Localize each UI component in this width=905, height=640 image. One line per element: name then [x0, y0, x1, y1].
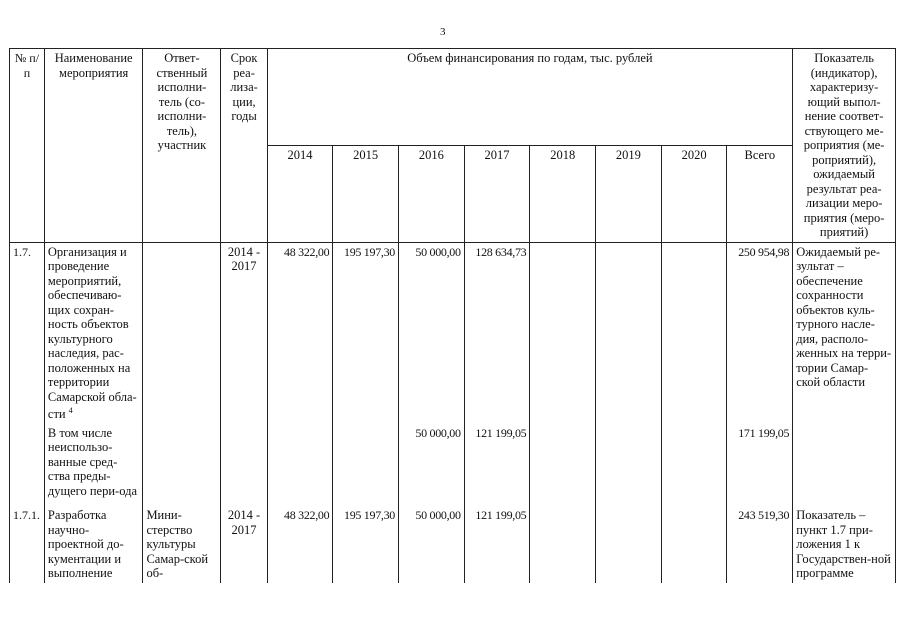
row-number: 1.7.1.: [10, 500, 45, 583]
header-year: 2020: [661, 145, 727, 242]
row-term: [221, 424, 267, 501]
value-cell: 121 199,05: [464, 500, 530, 583]
total-cell: 243 519,30: [727, 500, 793, 583]
header-year: 2014: [267, 145, 333, 242]
value-cell: [596, 500, 662, 583]
header-year: 2018: [530, 145, 596, 242]
financing-table: [9, 48, 896, 583]
row-term: 2014 - 2017: [221, 242, 267, 424]
row-term: 2014 - 2017: [221, 500, 267, 583]
value-cell: 195 197,30: [333, 242, 399, 424]
value-cell: 48 322,00: [267, 242, 333, 424]
header-total: Всего: [727, 145, 793, 242]
header-year: 2016: [399, 145, 465, 242]
header-no: № п/п: [10, 49, 45, 243]
value-cell: 195 197,30: [333, 500, 399, 583]
row-executor: Мини-стерство культуры Самар-ской об-: [143, 500, 221, 583]
header-year: 2019: [596, 145, 662, 242]
value-cell: [333, 424, 399, 501]
value-cell: [530, 424, 596, 501]
row-executor: [143, 242, 221, 424]
row-name: [44, 242, 143, 424]
header-term: Срок реа-лиза-ции, годы: [221, 49, 267, 243]
value-cell: [530, 242, 596, 424]
row-indicator: [793, 424, 896, 501]
total-cell: 250 954,98: [727, 242, 793, 424]
value-cell: [530, 500, 596, 583]
row-number: [10, 424, 45, 501]
page-number: 3: [440, 26, 446, 38]
row-name-text: Организация и проведение мероприятий, обеспечиваю-щих сохран-ность объектов культурного наследия, рас-положенных на территории Самарской обла-сти: [47, 244, 137, 422]
value-cell: 50 000,00: [399, 242, 465, 424]
total-cell: 171 199,05: [727, 424, 793, 501]
value-cell: 48 322,00: [267, 500, 333, 583]
header-row-1: [10, 49, 896, 146]
header-year: 2015: [333, 145, 399, 242]
header-indicator: Показатель (индикатор), характеризу-ющий выпол-нение соответ-ствующего ме-роприятия (ме-роприятий), ожидаемый результат реа-лизации меро-приятия (меро-приятий): [793, 49, 896, 243]
row-indicator: Ожидаемый ре-зультат – обеспечение сохранности объектов куль-турного насле-дия, располо-женных на терри-тории Самар-ской области: [793, 242, 896, 424]
value-cell: [596, 424, 662, 501]
value-cell: 50 000,00: [399, 424, 465, 501]
header-name: Наименование мероприятия: [44, 49, 143, 243]
row-name: Разработка научно-проектной до-кументации и выполнение: [44, 500, 143, 583]
row-name: В том числе неиспользо-ванные сред-ства преды-дущего пери-ода: [44, 424, 143, 501]
header-executor: Ответ-ственный исполни-тель (со-исполни-тель), участник: [143, 49, 221, 243]
table-row: [10, 242, 896, 424]
header-year: 2017: [464, 145, 530, 242]
row-number: 1.7.: [10, 242, 45, 424]
value-cell: [661, 500, 727, 583]
value-cell: [661, 424, 727, 501]
value-cell: [661, 242, 727, 424]
value-cell: 50 000,00: [399, 500, 465, 583]
table-row: [10, 500, 896, 583]
value-cell: [596, 242, 662, 424]
footnote-mark: 4: [68, 406, 73, 415]
row-indicator: Показатель – пункт 1.7 при-ложения 1 к Государствен-ной программе: [793, 500, 896, 583]
row-executor: [143, 424, 221, 501]
header-funding: Объем финансирования по годам, тыс. рублей: [267, 49, 793, 146]
value-cell: [267, 424, 333, 501]
table-row: [10, 424, 896, 501]
value-cell: 121 199,05: [464, 424, 530, 501]
value-cell: 128 634,73: [464, 242, 530, 424]
